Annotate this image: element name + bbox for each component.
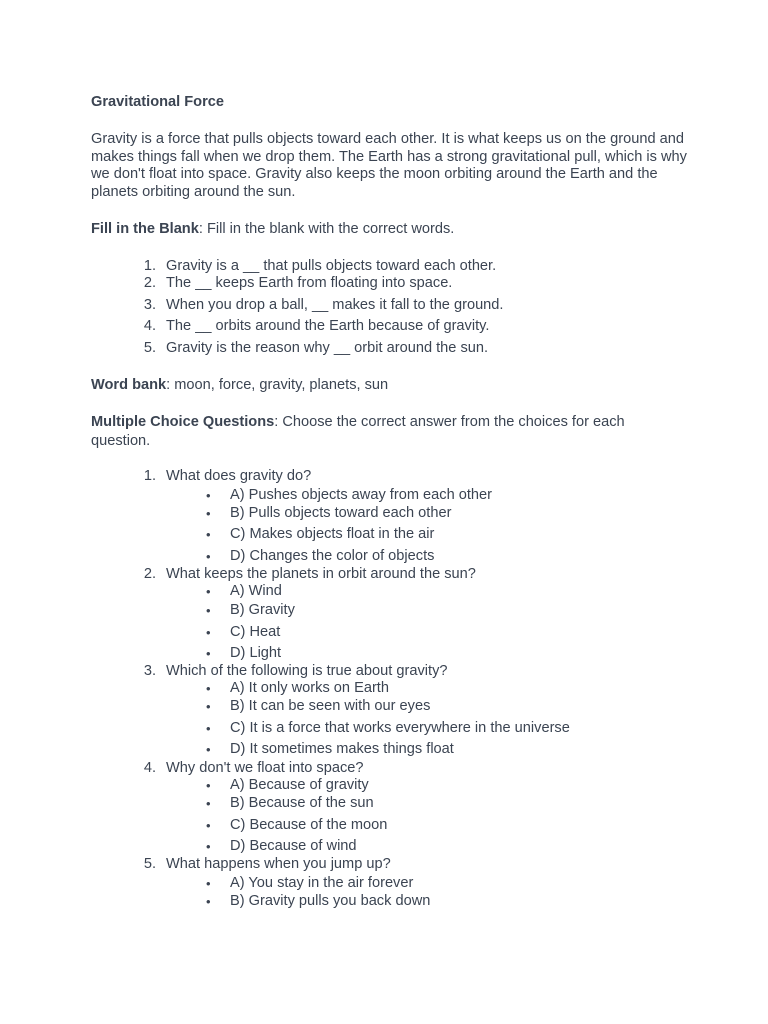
bullet-icon: • bbox=[206, 549, 211, 564]
fill-item: When you drop a ball, __ makes it fall to the ground. bbox=[166, 297, 504, 313]
bullet-icon: • bbox=[206, 527, 211, 542]
mc-instruction: : Choose the correct answer from the choices for each bbox=[274, 414, 625, 430]
mc-instruction-cont: question. bbox=[91, 433, 151, 449]
mc-option: B) Because of the sun bbox=[230, 795, 374, 811]
mc-option: A) Wind bbox=[230, 583, 282, 599]
mc-heading: Multiple Choice Questions bbox=[91, 414, 275, 430]
bullet-icon: • bbox=[206, 488, 211, 503]
mc-option: D) It sometimes makes things float bbox=[230, 741, 454, 757]
bullet-icon: • bbox=[206, 839, 211, 854]
mc-option: C) Because of the moon bbox=[230, 817, 388, 833]
mc-option: D) Because of wind bbox=[230, 838, 357, 854]
bullet-icon: • bbox=[206, 584, 211, 599]
mc-option: A) Pushes objects away from each other bbox=[230, 487, 493, 503]
list-number: 3. bbox=[143, 297, 156, 313]
intro-paragraph: Gravity is a force that pulls objects toward each other. It is what keeps us on the ground and makes things fall when we drop them. The Earth has a strong gravitational pull, which is why we don't float into space. Gravity also keeps the moon orbiting around the Earth and the planets orbiting around the sun. bbox=[91, 131, 687, 200]
mc-question: What keeps the planets in orbit around the sun? bbox=[166, 566, 476, 582]
mc-option: A) Because of gravity bbox=[230, 777, 369, 793]
word-bank-heading: Word bank bbox=[91, 377, 167, 393]
mc-question: What happens when you jump up? bbox=[166, 856, 391, 872]
list-number: 4. bbox=[143, 760, 156, 776]
bullet-icon: • bbox=[206, 603, 211, 618]
mc-option: B) Gravity pulls you back down bbox=[230, 893, 431, 909]
mc-option: D) Changes the color of objects bbox=[230, 548, 435, 564]
list-number: 2. bbox=[143, 275, 156, 291]
bullet-icon: • bbox=[206, 506, 211, 521]
fill-in-blank-heading-line bbox=[91, 221, 454, 238]
bullet-icon: • bbox=[206, 778, 211, 793]
bullet-icon: • bbox=[206, 876, 211, 891]
bullet-icon: • bbox=[206, 721, 211, 736]
mc-question: Why don't we float into space? bbox=[166, 760, 364, 776]
list-number: 5. bbox=[143, 856, 156, 872]
bullet-icon: • bbox=[206, 681, 211, 696]
mc-option: A) It only works on Earth bbox=[230, 680, 389, 696]
list-number: 5. bbox=[143, 340, 156, 356]
mc-option: C) It is a force that works everywhere in the universe bbox=[230, 720, 570, 736]
fill-item: Gravity is the reason why __ orbit around the sun. bbox=[166, 340, 489, 356]
fill-item: Gravity is a __ that pulls objects toward each other. bbox=[166, 258, 497, 274]
mc-option: C) Heat bbox=[230, 624, 281, 640]
bullet-icon: • bbox=[206, 625, 211, 640]
bullet-icon: • bbox=[206, 742, 211, 757]
mc-heading-line bbox=[91, 414, 625, 431]
bullet-icon: • bbox=[206, 646, 211, 661]
mc-question: What does gravity do? bbox=[166, 468, 312, 484]
bullet-icon: • bbox=[206, 894, 211, 909]
mc-option: C) Makes objects float in the air bbox=[230, 526, 435, 542]
mc-question: Which of the following is true about gravity? bbox=[166, 663, 448, 679]
mc-option: D) Light bbox=[230, 645, 282, 661]
fill-item: The __ orbits around the Earth because of gravity. bbox=[166, 318, 490, 334]
bullet-icon: • bbox=[206, 796, 211, 811]
bullet-icon: • bbox=[206, 818, 211, 833]
fill-heading: Fill in the Blank bbox=[91, 221, 199, 237]
mc-option: B) Gravity bbox=[230, 602, 295, 618]
fill-item: The __ keeps Earth from floating into space. bbox=[166, 275, 453, 291]
word-bank-text: : moon, force, gravity, planets, sun bbox=[166, 377, 389, 393]
list-number: 3. bbox=[143, 663, 156, 679]
list-number: 1. bbox=[143, 468, 156, 484]
mc-option: B) It can be seen with our eyes bbox=[230, 698, 431, 714]
fill-instruction: : Fill in the blank with the correct words. bbox=[198, 221, 455, 237]
mc-option: B) Pulls objects toward each other bbox=[230, 505, 452, 521]
word-bank-line bbox=[91, 377, 388, 394]
bullet-icon: • bbox=[206, 699, 211, 714]
list-number: 2. bbox=[143, 566, 156, 582]
list-number: 4. bbox=[143, 318, 156, 334]
list-number: 1. bbox=[143, 258, 156, 274]
mc-option: A) You stay in the air forever bbox=[230, 875, 414, 891]
document-title: Gravitational Force bbox=[91, 94, 225, 110]
